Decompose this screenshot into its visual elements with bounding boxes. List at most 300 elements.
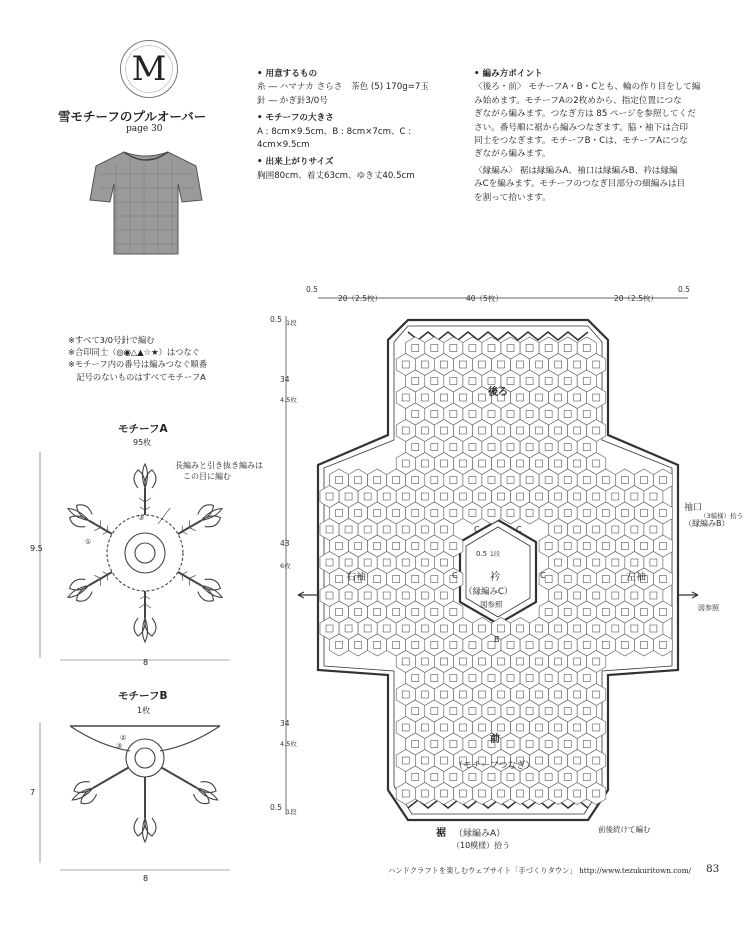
motif-cell-marker xyxy=(536,757,543,764)
motif-cell-marker xyxy=(393,543,400,550)
motif-cell-marker xyxy=(326,625,333,632)
motif-cell-marker xyxy=(574,757,581,764)
motif-cell-marker xyxy=(640,642,647,649)
motif-cell-marker xyxy=(593,625,600,632)
motif-cell-marker xyxy=(545,345,552,352)
motif-cell-marker xyxy=(345,559,352,566)
motif-cell-marker xyxy=(612,592,619,599)
motif-cell-marker xyxy=(402,592,409,599)
motif-cell-marker xyxy=(440,361,447,368)
motif-cell-marker xyxy=(593,757,600,764)
label-collar-sub: （縁編みC） xyxy=(464,587,513,597)
motif-cell-marker xyxy=(421,691,428,698)
motif-cell-marker xyxy=(517,427,524,434)
motif-cell-marker xyxy=(497,724,504,731)
note-line: 記号のないものはすべてモチーフA xyxy=(68,371,206,382)
motif-cell-marker xyxy=(517,658,524,665)
knitting-points-section xyxy=(474,68,722,205)
label-front: 前 xyxy=(490,734,500,745)
dim-top-40: 40（5枚） xyxy=(466,294,503,303)
motif-cell-marker xyxy=(555,790,562,797)
motif-cell-marker xyxy=(526,774,533,781)
page-title: 雪モチーフのプルオーバー xyxy=(58,109,207,124)
motif-cell-marker xyxy=(507,477,514,484)
motif-cell-marker xyxy=(593,526,600,533)
motif-cell-marker xyxy=(431,411,438,418)
label-c-1: C xyxy=(474,525,480,534)
motif-cell-marker xyxy=(526,675,533,682)
motif-cell-marker xyxy=(650,526,657,533)
motif-cell-marker xyxy=(336,543,343,550)
dim-row1: 0.5 xyxy=(270,315,282,324)
motif-cell-marker xyxy=(593,592,600,599)
label-c-3: C xyxy=(452,571,458,580)
motif-cell-marker xyxy=(621,543,628,550)
motif-cell-marker xyxy=(526,741,533,748)
motif-cell-marker xyxy=(412,510,419,517)
motif-cell-marker xyxy=(412,642,419,649)
label-continuous: 前後続けて編む xyxy=(598,825,651,834)
motif-cell-marker xyxy=(583,345,590,352)
motif-cell-marker xyxy=(545,378,552,385)
motif-cell-marker xyxy=(412,378,419,385)
motif-cell-marker xyxy=(583,444,590,451)
motif-cell-marker xyxy=(402,757,409,764)
label-joining: （モチーフつなぎ） xyxy=(454,761,535,771)
motif-cell-marker xyxy=(564,675,571,682)
motif-cell-marker xyxy=(536,394,543,401)
motif-cell-marker xyxy=(440,691,447,698)
motif-cell-marker xyxy=(497,691,504,698)
knitting-point-line: ぎながら編みます。 xyxy=(474,149,551,160)
motif-cell-marker xyxy=(469,708,476,715)
dim-row1-tag: 1段 xyxy=(286,319,297,327)
svg-text:②: ② xyxy=(120,734,127,742)
motif-cell-marker xyxy=(583,675,590,682)
motif-cell-marker xyxy=(574,790,581,797)
motif-cell-marker xyxy=(421,790,428,797)
dim-left-43-sub: 6枚 xyxy=(280,562,291,570)
motif-cell-marker xyxy=(545,543,552,550)
badge-letter: M xyxy=(131,49,167,89)
motif-cell-marker xyxy=(650,625,657,632)
motif-cell-marker xyxy=(364,493,371,500)
motif-cell-marker xyxy=(431,444,438,451)
motif-cell-marker xyxy=(659,609,666,616)
note-line: ※すべて3/0号針で編む xyxy=(68,335,155,345)
motif-cell-marker xyxy=(564,576,571,583)
motif-cell-marker xyxy=(583,609,590,616)
motif-cell-marker xyxy=(564,543,571,550)
motif-cell-marker xyxy=(583,576,590,583)
motif-cell-marker xyxy=(364,625,371,632)
motif-cell-marker xyxy=(564,642,571,649)
motif-cell-marker xyxy=(355,642,362,649)
motif-cell-marker xyxy=(421,361,428,368)
finished-size-line: 胸囲80cm、着丈63cm、ゆき丈40.5cm xyxy=(257,170,415,181)
motif-cell-marker xyxy=(507,510,514,517)
motif-cell-marker xyxy=(421,658,428,665)
motif-cell-marker xyxy=(345,493,352,500)
motif-cell-marker xyxy=(555,658,562,665)
motif-cell-marker xyxy=(326,592,333,599)
motif-cell-marker xyxy=(374,576,381,583)
motif-cell-marker xyxy=(640,609,647,616)
motif-cell-marker xyxy=(431,510,438,517)
motif-cell-marker xyxy=(612,559,619,566)
motif-cell-marker xyxy=(412,543,419,550)
motif-cell-marker xyxy=(440,394,447,401)
motif-cell-marker xyxy=(469,378,476,385)
label-cuff-pick: （3模様）拾う xyxy=(700,512,744,520)
motif-cell-marker xyxy=(402,724,409,731)
motif-cell-marker xyxy=(488,345,495,352)
finished-size-heading: • 出来上がりサイズ xyxy=(257,157,334,168)
motif-cell-marker xyxy=(583,378,590,385)
motif-cell-marker xyxy=(431,543,438,550)
motif-cell-marker xyxy=(564,741,571,748)
motif-cell-marker xyxy=(383,559,390,566)
dim-left-34-sub: 4.5枚 xyxy=(280,396,297,404)
motif-b-width: 8 xyxy=(143,874,149,883)
motif-cell-marker xyxy=(526,510,533,517)
motif-cell-marker xyxy=(478,394,485,401)
motif-cell-marker xyxy=(593,394,600,401)
motif-cell-marker xyxy=(402,625,409,632)
motif-cell-marker xyxy=(545,444,552,451)
motif-cell-marker xyxy=(440,790,447,797)
motif-cell-marker xyxy=(497,625,504,632)
motif-cell-marker xyxy=(583,708,590,715)
motif-cell-marker xyxy=(536,691,543,698)
motif-cell-marker xyxy=(402,460,409,467)
motif-cell-marker xyxy=(488,675,495,682)
motif-cell-marker xyxy=(650,592,657,599)
motif-cell-marker xyxy=(402,361,409,368)
motif-cell-marker xyxy=(402,427,409,434)
motif-cell-marker xyxy=(545,609,552,616)
motif-cell-marker xyxy=(517,625,524,632)
motif-cell-marker xyxy=(564,378,571,385)
motif-size-heading: • モチーフの大きさ xyxy=(257,113,334,124)
motif-cell-marker xyxy=(440,559,447,566)
motif-cell-marker xyxy=(555,691,562,698)
motif-cell-marker xyxy=(574,493,581,500)
label-cuff-ref: 図参照 xyxy=(698,604,719,612)
motif-cell-marker xyxy=(478,724,485,731)
motif-cell-marker xyxy=(421,724,428,731)
motif-cell-marker xyxy=(507,675,514,682)
motif-cell-marker xyxy=(412,609,419,616)
motif-cell-marker xyxy=(574,526,581,533)
motif-cell-marker xyxy=(583,510,590,517)
motif-cell-marker xyxy=(507,708,514,715)
motif-cell-marker xyxy=(602,642,609,649)
motif-cell-marker xyxy=(659,543,666,550)
motif-cell-marker xyxy=(488,444,495,451)
knitting-points-heading: • 編み方ポイント xyxy=(474,69,543,79)
label-back: 後ろ xyxy=(488,387,508,398)
motif-cell-marker xyxy=(631,559,638,566)
page-reference: page 30 xyxy=(126,124,163,134)
motif-cell-marker xyxy=(536,493,543,500)
motif-cell-marker xyxy=(478,493,485,500)
motif-cell-marker xyxy=(364,592,371,599)
motif-cell-marker xyxy=(640,477,647,484)
dim-top-right-05: 0.5 xyxy=(678,285,690,294)
motif-cell-marker xyxy=(602,510,609,517)
motif-cell-marker xyxy=(478,361,485,368)
motif-cell-marker xyxy=(536,460,543,467)
motif-cell-marker xyxy=(536,724,543,731)
motif-cell-marker xyxy=(488,510,495,517)
motif-cell-marker xyxy=(612,526,619,533)
motif-cell-marker xyxy=(574,427,581,434)
motif-a-height: 9.5 xyxy=(30,544,43,553)
motif-a-diagram xyxy=(30,448,270,673)
motif-cell-marker xyxy=(555,427,562,434)
motif-cell-marker xyxy=(345,625,352,632)
motif-cell-marker xyxy=(383,493,390,500)
knitting-point-line: を割って拾います。 xyxy=(474,192,551,203)
motif-cell-marker xyxy=(593,790,600,797)
motif-cell-marker xyxy=(536,625,543,632)
motif-cell-marker xyxy=(450,543,457,550)
motif-cell-marker xyxy=(555,559,562,566)
motif-cell-marker xyxy=(583,543,590,550)
label-hem-pick: （10模様）拾う xyxy=(452,841,511,850)
motif-cell-marker xyxy=(355,510,362,517)
motif-cell-marker xyxy=(488,411,495,418)
motif-cell-marker xyxy=(517,493,524,500)
motif-cell-marker xyxy=(507,741,514,748)
motif-cell-marker xyxy=(431,609,438,616)
motif-cell-marker xyxy=(469,675,476,682)
dim-left-34b: 34 xyxy=(280,719,290,728)
motif-cell-marker xyxy=(393,642,400,649)
motif-cell-marker xyxy=(412,774,419,781)
motif-cell-marker xyxy=(497,427,504,434)
motif-a-annotation: この目に編む xyxy=(183,472,231,481)
note-line: ※モチーフ内の番号は編みつなぐ順番 xyxy=(68,359,208,370)
motif-cell-marker xyxy=(431,675,438,682)
motif-cell-marker xyxy=(564,708,571,715)
motif-cell-marker xyxy=(393,510,400,517)
motif-cell-marker xyxy=(421,493,428,500)
motif-cell-marker xyxy=(450,510,457,517)
motif-cell-marker xyxy=(640,510,647,517)
motif-a-width: 8 xyxy=(143,658,149,667)
label-c-2: C xyxy=(516,525,522,534)
knitting-point-line: 〈後ろ・前〉 モチーフA・B・Cとも、輪の作り目をして編 xyxy=(474,82,701,93)
label-b: B xyxy=(494,635,500,644)
motif-cell-marker xyxy=(431,576,438,583)
motif-cell-marker xyxy=(488,378,495,385)
motif-cell-marker xyxy=(402,790,409,797)
motif-cell-marker xyxy=(517,460,524,467)
motif-cell-marker xyxy=(659,576,666,583)
motif-cell-marker xyxy=(421,559,428,566)
motif-cell-marker xyxy=(364,559,371,566)
motif-cell-marker xyxy=(412,345,419,352)
motif-cell-marker xyxy=(326,493,333,500)
motif-cell-marker xyxy=(469,477,476,484)
motif-cell-marker xyxy=(440,757,447,764)
motif-cell-marker xyxy=(450,609,457,616)
motif-cell-marker xyxy=(440,427,447,434)
motif-cell-marker xyxy=(393,477,400,484)
motif-cell-marker xyxy=(574,724,581,731)
motif-cell-marker xyxy=(526,477,533,484)
dim-neck-tag: 1段 xyxy=(490,551,500,558)
motif-cell-marker xyxy=(478,427,485,434)
materials-section xyxy=(257,68,457,183)
motif-cell-marker xyxy=(545,477,552,484)
motif-cell-marker xyxy=(450,378,457,385)
motif-cell-marker xyxy=(574,625,581,632)
motif-cell-marker xyxy=(621,477,628,484)
motif-cell-marker xyxy=(459,493,466,500)
motif-cell-marker xyxy=(583,411,590,418)
motif-cell-marker xyxy=(459,790,466,797)
motif-cell-marker xyxy=(336,576,343,583)
motif-cell-marker xyxy=(593,493,600,500)
dim-neck-05: 0.5 xyxy=(476,550,488,558)
motif-cell-marker xyxy=(336,510,343,517)
motif-cell-marker xyxy=(421,625,428,632)
motif-cell-marker xyxy=(459,625,466,632)
dim-bottom-tag: 1段 xyxy=(286,808,297,816)
motif-cell-marker xyxy=(650,559,657,566)
motif-cell-marker xyxy=(478,691,485,698)
motif-cell-marker xyxy=(450,774,457,781)
motif-cell-marker xyxy=(564,345,571,352)
motif-cell-marker xyxy=(517,691,524,698)
motif-a-annotation: 長編みと引き抜き編みは xyxy=(175,461,263,470)
materials-heading: • 用意するもの xyxy=(257,69,318,79)
motif-cell-marker xyxy=(450,741,457,748)
motif-cell-marker xyxy=(374,510,381,517)
motif-cell-marker xyxy=(450,642,457,649)
motif-cell-marker xyxy=(545,510,552,517)
motif-cell-marker xyxy=(355,543,362,550)
motif-cell-marker xyxy=(583,477,590,484)
motif-cell-marker xyxy=(450,411,457,418)
motif-cell-marker xyxy=(431,378,438,385)
motif-cell-marker xyxy=(440,724,447,731)
motif-cell-marker xyxy=(593,658,600,665)
motif-cell-marker xyxy=(526,411,533,418)
motif-cell-marker xyxy=(488,774,495,781)
motif-cell-marker xyxy=(659,510,666,517)
motif-cell-marker xyxy=(336,642,343,649)
motif-cell-marker xyxy=(412,576,419,583)
motif-cell-marker xyxy=(555,361,562,368)
motif-cell-marker xyxy=(421,592,428,599)
motif-cell-marker xyxy=(659,477,666,484)
motif-b-diagram xyxy=(30,718,270,878)
motif-cell-marker xyxy=(593,427,600,434)
motif-cell-marker xyxy=(631,625,638,632)
motif-cell-marker xyxy=(545,774,552,781)
motif-cell-marker xyxy=(593,559,600,566)
motif-cell-marker xyxy=(459,691,466,698)
knitting-point-line: さい。番号順に裾から編みつなぎます。脇・袖下は合印 xyxy=(474,122,688,133)
motif-cell-marker xyxy=(469,411,476,418)
motif-cell-marker xyxy=(431,708,438,715)
motif-cell-marker xyxy=(478,790,485,797)
motif-cell-marker xyxy=(621,642,628,649)
knitting-point-line: み始めます。モチーフAの2枚めから、指定位置につな xyxy=(474,95,682,106)
label-collar: 衿 xyxy=(490,572,500,583)
motif-cell-marker xyxy=(564,444,571,451)
sweater-illustration xyxy=(86,144,206,264)
sweater-chart xyxy=(258,280,744,850)
motif-b-count: 1枚 xyxy=(137,706,151,715)
motif-cell-marker xyxy=(402,394,409,401)
motif-cell-marker xyxy=(431,774,438,781)
svg-text:③: ③ xyxy=(138,514,145,522)
motif-a-title: モチーフA xyxy=(118,423,168,435)
motif-cell-marker xyxy=(421,460,428,467)
motif-cell-marker xyxy=(383,625,390,632)
motif-b-title: モチーフB xyxy=(118,690,168,702)
materials-line: 糸 ― ハマナカ さらさ 茶色 (5) 170g=7玉 xyxy=(257,82,429,93)
motif-cell-marker xyxy=(526,444,533,451)
motif-cell-marker xyxy=(574,691,581,698)
motif-cell-marker xyxy=(431,477,438,484)
motif-cell-marker xyxy=(564,411,571,418)
motif-cell-marker xyxy=(459,724,466,731)
motif-cell-marker xyxy=(555,592,562,599)
knitting-point-line: みCを編みます。モチーフのつなぎ目部分の細編みは目 xyxy=(474,179,686,190)
motif-cell-marker xyxy=(526,642,533,649)
chapter-badge xyxy=(120,40,178,98)
motif-cell-marker xyxy=(545,675,552,682)
motif-cell-marker xyxy=(412,411,419,418)
motif-cell-marker xyxy=(574,460,581,467)
dim-bottom-05: 0.5 xyxy=(270,803,282,812)
motif-cell-marker xyxy=(459,460,466,467)
motif-cell-marker xyxy=(450,444,457,451)
dim-left-34b-sub: 4.5枚 xyxy=(280,740,297,748)
motif-cell-marker xyxy=(374,477,381,484)
motif-cell-marker xyxy=(555,460,562,467)
motif-cell-marker xyxy=(440,592,447,599)
motif-cell-marker xyxy=(545,576,552,583)
motif-cell-marker xyxy=(497,460,504,467)
motif-cell-marker xyxy=(450,708,457,715)
motif-cell-marker xyxy=(497,493,504,500)
motif-cell-marker xyxy=(402,658,409,665)
motif-cell-marker xyxy=(469,444,476,451)
motif-cell-marker xyxy=(393,576,400,583)
motif-cell-marker xyxy=(583,741,590,748)
motif-cell-marker xyxy=(593,460,600,467)
motif-cell-marker xyxy=(412,675,419,682)
dim-left-43: 43 xyxy=(280,539,290,548)
motif-cell-marker xyxy=(326,526,333,533)
page-number: 83 xyxy=(706,863,720,875)
motif-cell-marker xyxy=(412,741,419,748)
motif-b-height: 7 xyxy=(30,788,36,797)
motif-cell-marker xyxy=(402,493,409,500)
motif-cell-marker xyxy=(564,510,571,517)
motif-cell-marker xyxy=(421,427,428,434)
notes xyxy=(68,334,207,383)
motif-cell-marker xyxy=(507,774,514,781)
motif-cell-marker xyxy=(612,493,619,500)
